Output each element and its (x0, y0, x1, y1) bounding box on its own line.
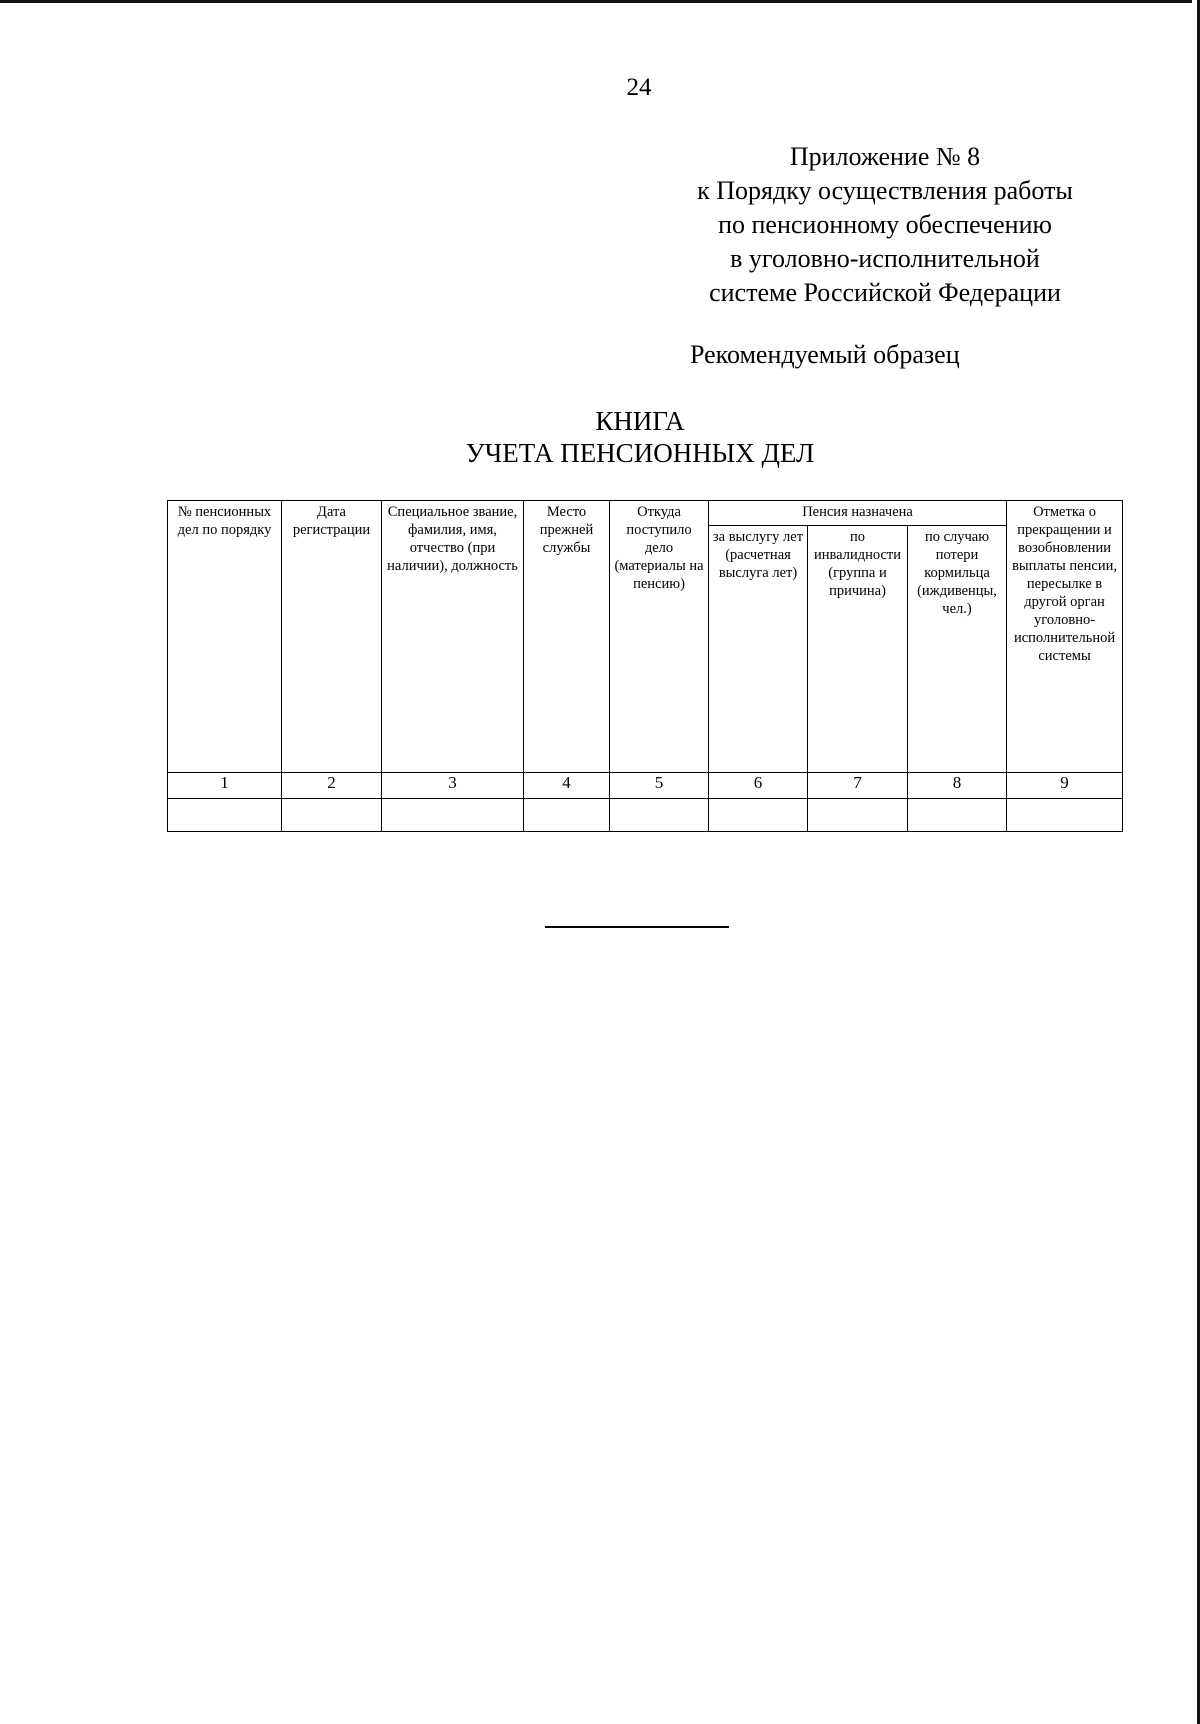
page-number: 24 (626, 74, 652, 101)
header-col-3: Специальное звание, фамилия, имя, отчество (при наличии), должность (382, 501, 524, 773)
pension-register-table (167, 500, 1123, 832)
column-number: 6 (709, 773, 808, 799)
column-number: 4 (524, 773, 610, 799)
empty-cell (168, 799, 282, 832)
annex-line: в уголовно-исполнительной (730, 244, 1040, 273)
book-title (340, 405, 940, 469)
annex-line: Приложение № 8 (789, 142, 981, 171)
annex-header (645, 140, 1125, 310)
column-number: 3 (382, 773, 524, 799)
empty-cell (709, 799, 808, 832)
empty-cell (908, 799, 1007, 832)
column-number-row (168, 773, 1123, 799)
header-col-8: по случаю потери кормильца (иждивенцы, чел.) (908, 526, 1007, 773)
annex-line: к Порядку осуществления работы (697, 176, 1073, 205)
closing-rule-line (545, 926, 729, 928)
column-number: 8 (908, 773, 1007, 799)
header-col-4: Место прежней службы (524, 501, 610, 773)
book-title-line2: УЧЕТА ПЕНСИОННЫХ ДЕЛ (465, 438, 815, 468)
header-col-5: Откуда поступило дело (материалы на пенсию) (610, 501, 709, 773)
column-number: 9 (1007, 773, 1123, 799)
empty-cell (282, 799, 382, 832)
empty-cell (610, 799, 709, 832)
sample-label: Рекомендуемый образец (690, 340, 960, 369)
header-col-9: Отметка о прекращении и возобновлении выплаты пенсии, пересылке в другой орган уголовно-исполнительной системы (1007, 501, 1123, 773)
empty-cell (524, 799, 610, 832)
empty-cell (808, 799, 908, 832)
header-col-1: № пенсионных дел по порядку (168, 501, 282, 773)
annex-line: системе Российской Федерации (709, 278, 1061, 307)
header-col-6: за выслугу лет (расчетная выслуга лет) (709, 526, 808, 773)
column-number: 5 (610, 773, 709, 799)
column-number: 7 (808, 773, 908, 799)
header-group-pension: Пенсия назначена (709, 501, 1007, 526)
annex-line: по пенсионному обеспечению (718, 210, 1052, 239)
scan-border-top (0, 0, 1192, 3)
book-title-line1: КНИГА (595, 406, 685, 436)
column-number: 2 (282, 773, 382, 799)
empty-cell (1007, 799, 1123, 832)
column-number: 1 (168, 773, 282, 799)
header-col-2: Дата регистрации (282, 501, 382, 773)
header-col-7: по инвалидности (группа и причина) (808, 526, 908, 773)
empty-cell (382, 799, 524, 832)
empty-entry-row (168, 799, 1123, 832)
